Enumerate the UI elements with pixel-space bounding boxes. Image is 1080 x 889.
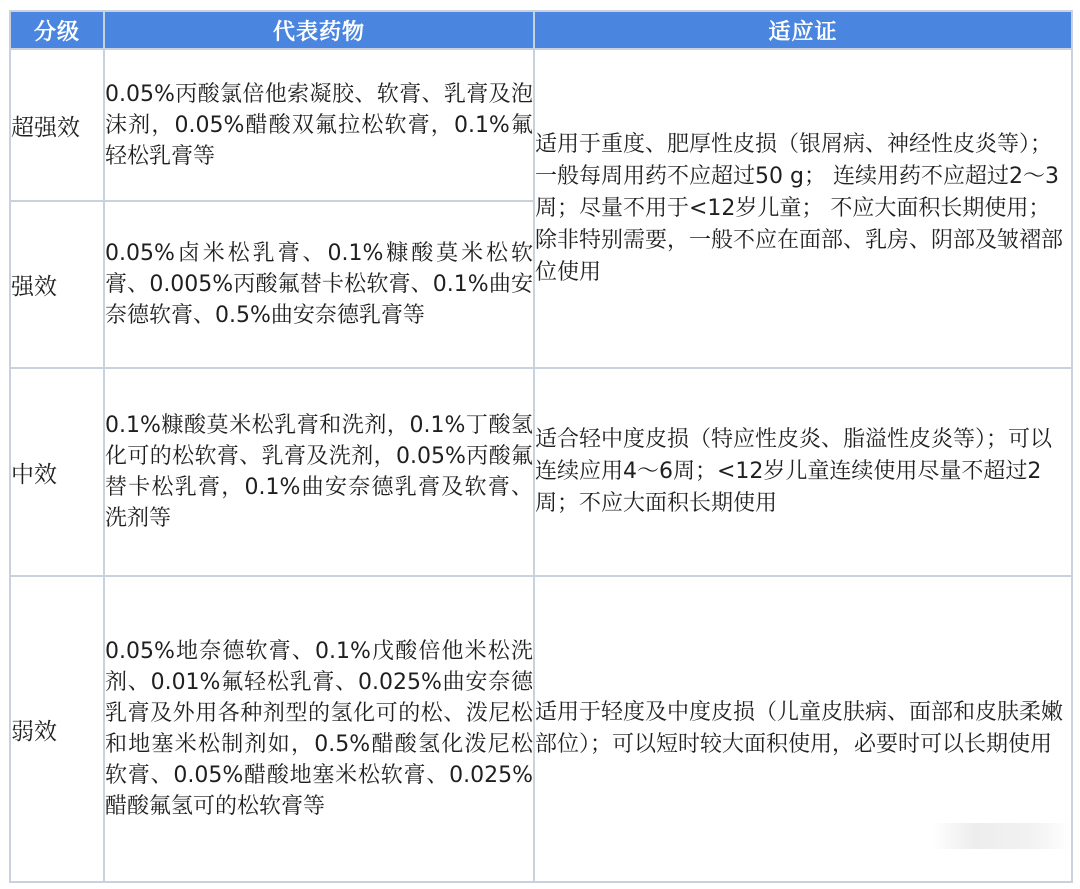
indication-cell: 适用于轻度及中度皮损（儿童皮肤病、面部和皮肤柔嫩部位）；可以短时较大面积使用，必要时可以长期使用 <box>534 576 1072 882</box>
indication-cell: 适用于重度、肥厚性皮损（银屑病、神经性皮炎等）；一般每周用药不应超过50 g； 连续用药不应超过2～3周；尽量不用于<12岁儿童； 不应大面积长期使用；除非特别需要，一般不应在面部、乳房、阴部及皱褶部位使用 <box>534 49 1072 368</box>
header-indication: 适应证 <box>534 11 1072 49</box>
table-row <box>10 368 1072 576</box>
level-cell: 中效 <box>10 368 104 576</box>
level-cell: 弱效 <box>10 576 104 882</box>
steroid-potency-table <box>9 10 1073 883</box>
level-cell: 超强效 <box>10 49 104 201</box>
drugs-cell: 0.05%卤米松乳膏、0.1%糠酸莫米松软膏、0.005%丙酸氟替卡松软膏、0.1%曲安奈德软膏、0.5%曲安奈德乳膏等 <box>104 201 534 368</box>
table-row <box>10 49 1072 201</box>
drugs-cell: 0.05%丙酸氯倍他索凝胶、软膏、乳膏及泡沫剂，0.05%醋酸双氟拉松软膏，0.1%氟轻松乳膏等 <box>104 49 534 201</box>
watermark-blur <box>932 823 1072 849</box>
table-row <box>10 576 1072 882</box>
level-cell: 强效 <box>10 201 104 368</box>
drugs-cell: 0.1%糠酸莫米松乳膏和洗剂，0.1%丁酸氢化可的松软膏、乳膏及洗剂，0.05%丙酸氟替卡松乳膏，0.1%曲安奈德乳膏及软膏、洗剂等 <box>104 368 534 576</box>
header-level: 分级 <box>10 11 104 49</box>
header-drugs: 代表药物 <box>104 11 534 49</box>
steroid-potency-table-container <box>9 10 1071 879</box>
indication-cell: 适合轻中度皮损（特应性皮炎、脂溢性皮炎等）；可以连续应用4～6周；<12岁儿童连续使用尽量不超过2周；不应大面积长期使用 <box>534 368 1072 576</box>
header-row <box>10 11 1072 49</box>
drugs-cell: 0.05%地奈德软膏、0.1%戊酸倍他米松洗剂、0.01%氟轻松乳膏、0.025%曲安奈德乳膏及外用各种剂型的氢化可的松、泼尼松和地塞米松制剂如，0.5%醋酸氢化泼尼松软膏、0.05%醋酸地塞米松软膏、0.025%醋酸氟氢可的松软膏等 <box>104 576 534 882</box>
